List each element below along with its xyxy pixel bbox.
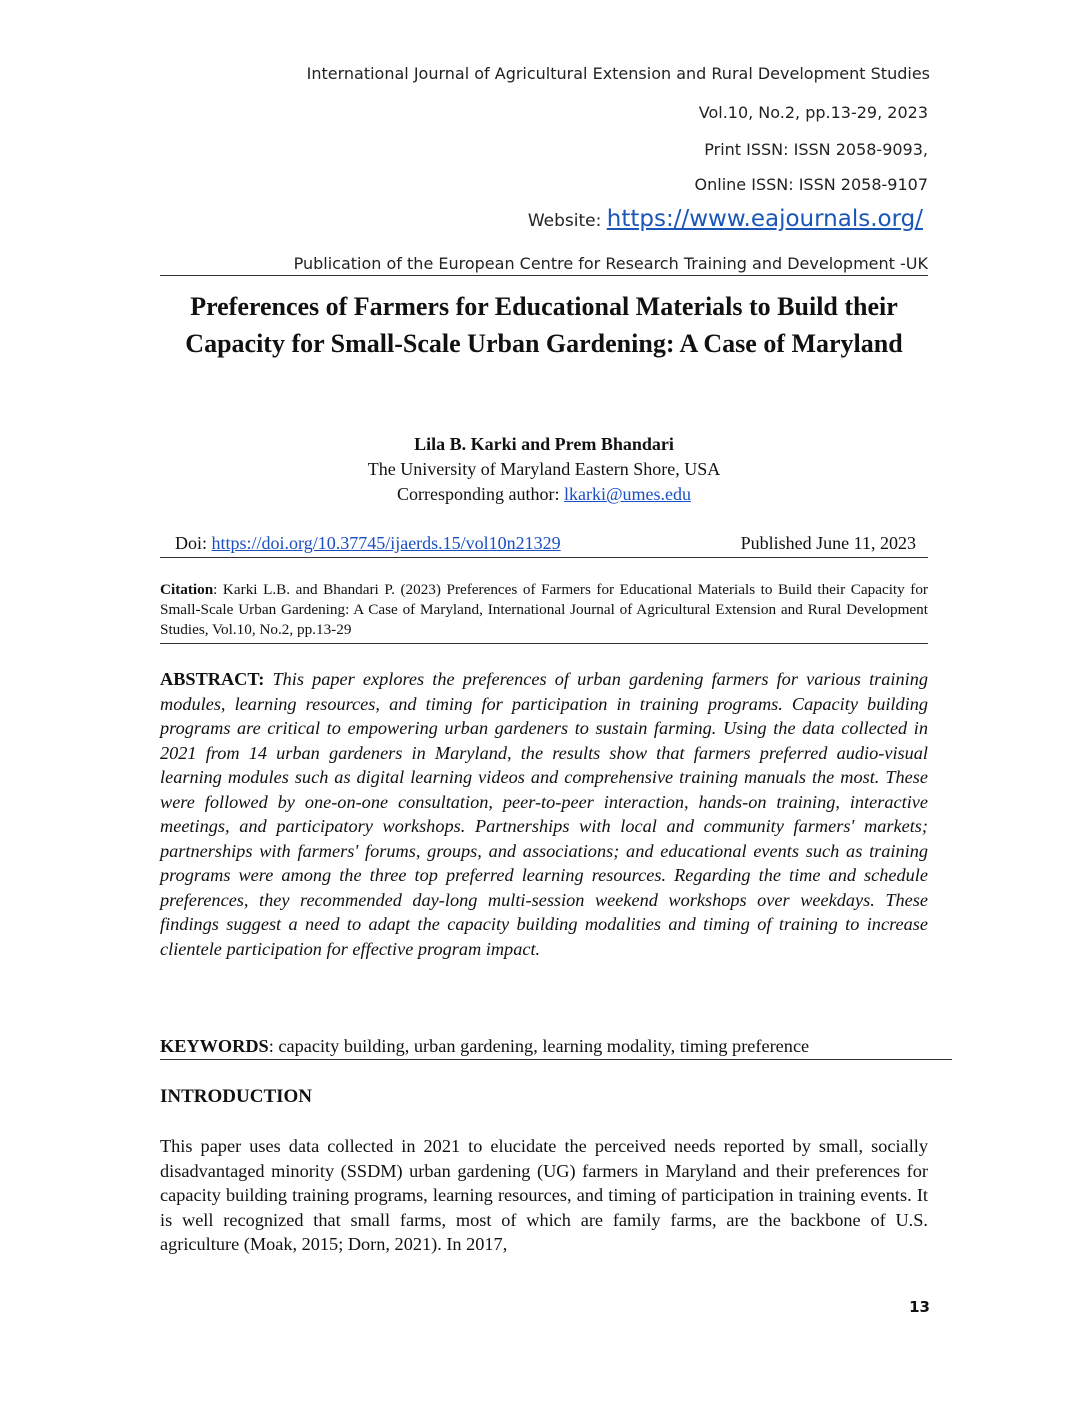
author-block: [160, 432, 928, 507]
citation-text: : Karki L.B. and Bhandari P. (2023) Preferences of Farmers for Educational Materials to Build their Capacity for Small-Scale Urban Gardening: A Case of Maryland, International Journal of Agricultural Extension and Rural Development Studies, Vol.10, No.2, pp.13-29: [160, 581, 928, 638]
doi-label: Doi:: [175, 533, 212, 553]
citation-label: Citation: [160, 581, 214, 598]
keywords-text: : capacity building, urban gardening, learning modality, timing preference: [268, 1036, 810, 1056]
abstract-text: This paper explores the preferences of urban gardening farmers for various training modules, learning resources, and timing for participation in training programs. Capacity building programs are critical to empowering urban gardeners to sustain farming. Using the data collected in 2021 from 14 urban gardeners in Maryland, the results show that farmers preferred audio-visual learning modules such as digital learning videos and comprehensive training manuals the most. These were followed by one-on-one consultation, peer-to-peer interaction, hands-on training, interactive meetings, and participatory workshops. Partnerships with local and community farmers' markets; partnerships with farmers' forums, groups, and associations; and educational events such as training programs were among the three top preferred learning resources. Regarding the time and schedule preferences, they recommended day-long multi-session weekend workshops over weekdays. These findings suggest a need to adapt the capacity building modalities and timing of training to increase clientele participation for effective program impact.: [160, 669, 928, 959]
print-issn: Print ISSN: ISSN 2058-9093,: [704, 140, 928, 159]
keywords-line: [160, 1036, 952, 1060]
volume-info: Vol.10, No.2, pp.13-29, 2023: [698, 103, 928, 122]
paper-title: Preferences of Farmers for Educational Materials to Build their Capacity for Small-Scale Urban Gardening: A Case of Maryland: [185, 292, 903, 358]
corresponding-label: Corresponding author:: [396, 484, 564, 504]
website-label: Website:: [527, 211, 607, 231]
keywords-label: KEYWORDS: [160, 1036, 269, 1056]
author-affiliation: The University of Maryland Eastern Shore, USA: [367, 459, 721, 479]
abstract-label: ABSTRACT:: [160, 669, 265, 689]
doi-link[interactable]: https://doi.org/10.37745/ijaerds.15/vol10n21329: [211, 533, 561, 553]
page-number: 13: [909, 1298, 930, 1316]
abstract-block: [160, 667, 928, 961]
website-link[interactable]: https://www.eajournals.org/: [606, 206, 923, 232]
email-link[interactable]: lkarki@umes.edu: [563, 484, 692, 504]
author-names: Lila B. Karki and Prem Bhandari: [414, 434, 674, 454]
introduction-heading: INTRODUCTION: [160, 1086, 313, 1107]
citation-block: [160, 580, 928, 644]
publisher-line: Publication of the European Centre for Research Training and Development -UK: [160, 254, 928, 276]
doi-block: [175, 533, 561, 554]
introduction-text: This paper uses data collected in 2021 to elucidate the perceived needs reported by small, socially disadvantaged minority (SSDM) urban gardening (UG) farmers in Maryland and their preferences for capacity building training programs, learning resources, and timing of participation in training events. It is well recognized that small farms, most of which are family farms, are the backbone of U.S. agriculture (Moak, 2015; Dorn, 2021). In 2017,: [160, 1136, 928, 1254]
doi-line: [160, 533, 928, 558]
online-issn: Online ISSN: ISSN 2058-9107: [694, 175, 928, 194]
journal-name: International Journal of Agricultural Extension and Rural Development Studies: [306, 64, 930, 83]
corresponding-author: [160, 482, 928, 507]
published-date: Published June 11, 2023: [740, 533, 916, 553]
website-line: [528, 206, 923, 232]
